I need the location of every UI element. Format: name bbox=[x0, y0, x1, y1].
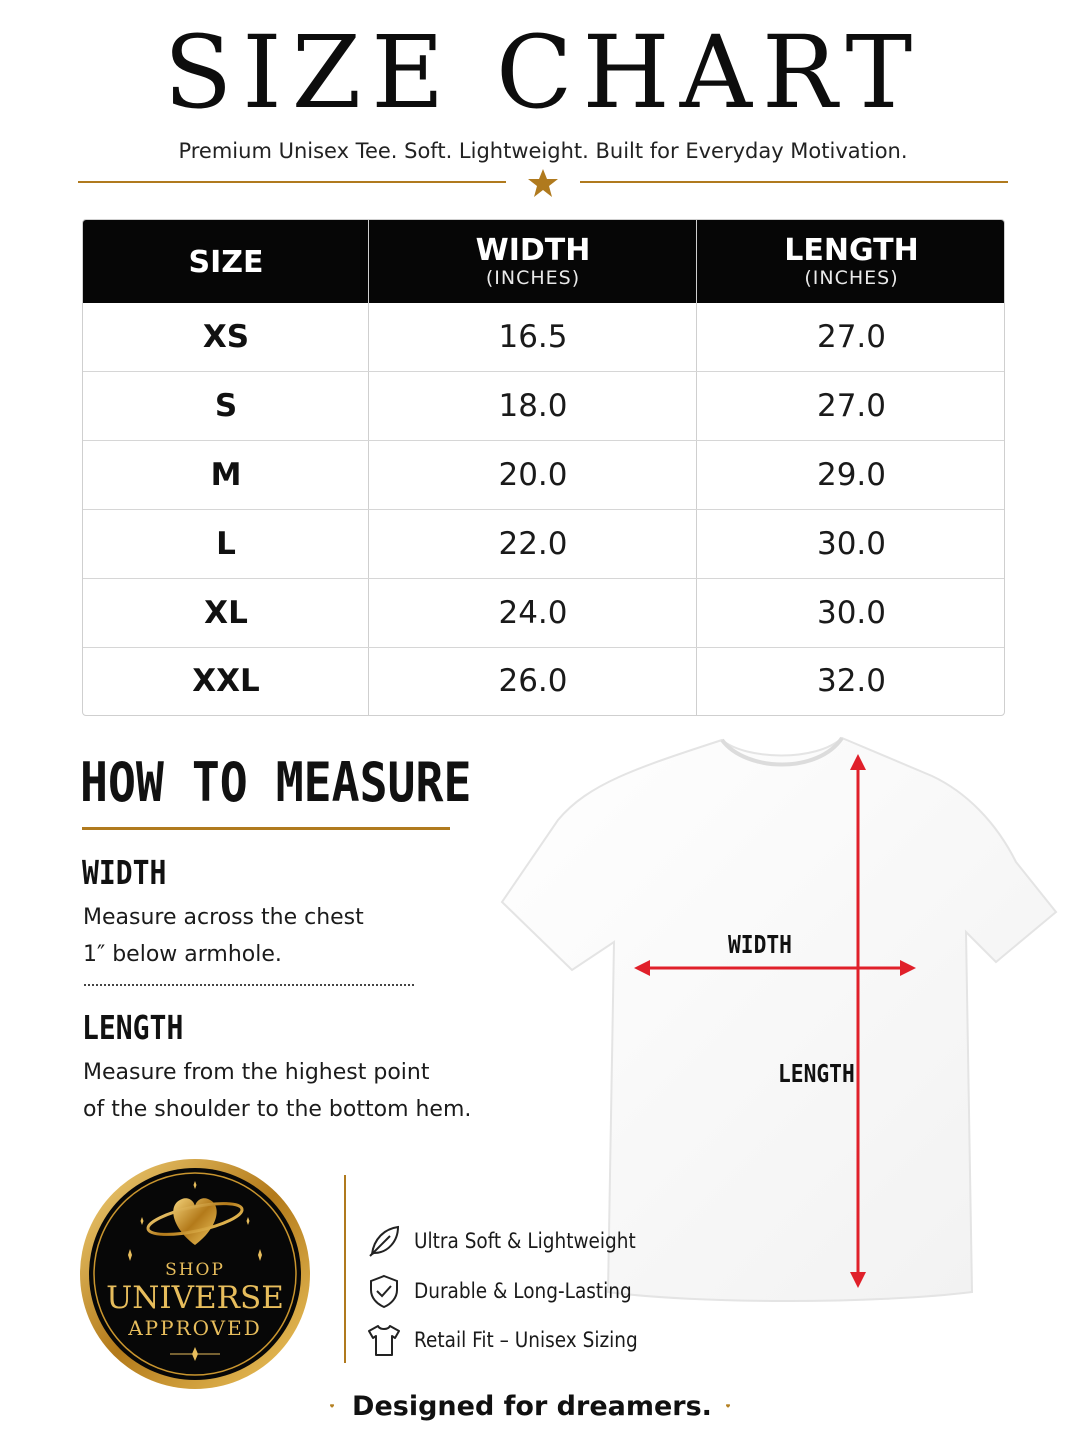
shield-check-icon bbox=[366, 1273, 402, 1309]
cell-size: XXL bbox=[192, 663, 260, 699]
cell-length: 30.0 bbox=[816, 526, 887, 562]
cell-size: XS bbox=[202, 319, 250, 355]
header-length bbox=[697, 220, 1005, 303]
table-row bbox=[83, 372, 1004, 441]
diagram-length-label: LENGTH bbox=[778, 1059, 855, 1088]
cell-width: 16.5 bbox=[498, 319, 568, 355]
leaf-icon bbox=[366, 1223, 402, 1259]
header-length-unit: (INCHES) bbox=[804, 267, 899, 289]
cell-length: 29.0 bbox=[816, 457, 887, 493]
table-row bbox=[83, 579, 1004, 648]
cell-size: S bbox=[214, 388, 238, 424]
length-heading: LENGTH bbox=[82, 1008, 184, 1047]
feature-item bbox=[366, 1221, 666, 1261]
star-icon bbox=[526, 166, 560, 200]
feature-item bbox=[366, 1271, 661, 1311]
page-subtitle: Premium Unisex Tee. Soft. Lightweight. Built for Everyday Motivation. bbox=[178, 139, 908, 163]
cell-length: 27.0 bbox=[816, 319, 887, 355]
page-title: SIZE CHART bbox=[163, 14, 923, 131]
cell-width: 24.0 bbox=[498, 595, 568, 631]
header-width bbox=[369, 220, 697, 303]
feature-label: Ultra Soft & Lightweight bbox=[414, 1229, 636, 1253]
svg-text:APPROVED: APPROVED bbox=[128, 1316, 262, 1340]
feature-item bbox=[366, 1320, 668, 1360]
width-heading: WIDTH bbox=[82, 853, 167, 892]
header-width-label: WIDTH bbox=[475, 233, 591, 268]
cell-length: 32.0 bbox=[816, 663, 887, 699]
width-instruction-line1: Measure across the chest bbox=[83, 905, 364, 930]
header-size bbox=[83, 220, 369, 303]
diagram-width-label: WIDTH bbox=[728, 930, 792, 959]
feature-label: Durable & Long-Lasting bbox=[414, 1279, 632, 1303]
length-instruction-line2: of the shoulder to the bottom hem. bbox=[83, 1097, 472, 1122]
section-underline bbox=[82, 827, 450, 830]
cell-size: L bbox=[216, 526, 236, 562]
heart-icon bbox=[726, 1392, 730, 1420]
cell-width: 22.0 bbox=[498, 526, 568, 562]
header-width-unit: (INCHES) bbox=[485, 267, 581, 289]
table-row bbox=[83, 441, 1004, 510]
header-size-label: SIZE bbox=[188, 245, 264, 280]
dotted-divider bbox=[84, 984, 414, 986]
how-to-measure-title: HOW TO MEASURE bbox=[80, 751, 472, 814]
shop-universe-approved-badge bbox=[78, 1157, 312, 1391]
width-instruction-line2: 1″ below armhole. bbox=[83, 942, 282, 967]
cell-size: M bbox=[210, 457, 242, 493]
svg-text:UNIVERSE: UNIVERSE bbox=[106, 1280, 284, 1316]
table-body bbox=[83, 303, 1004, 714]
cell-length: 27.0 bbox=[816, 388, 887, 424]
header-length-label: LENGTH bbox=[784, 233, 919, 268]
tshirt-icon bbox=[366, 1322, 402, 1358]
feature-label: Retail Fit – Unisex Sizing bbox=[414, 1328, 638, 1352]
feature-divider bbox=[344, 1175, 346, 1363]
footer-text: Designed for dreamers. bbox=[352, 1390, 712, 1422]
size-table bbox=[82, 219, 1005, 716]
table-row bbox=[83, 303, 1004, 372]
svg-text:SHOP: SHOP bbox=[165, 1260, 225, 1280]
table-row bbox=[83, 648, 1004, 714]
heart-icon bbox=[330, 1392, 334, 1420]
cell-width: 26.0 bbox=[498, 663, 568, 699]
divider-left bbox=[78, 181, 506, 183]
table-header bbox=[83, 220, 1004, 303]
divider-right bbox=[580, 181, 1008, 183]
cell-width: 18.0 bbox=[498, 388, 568, 424]
length-instruction-line1: Measure from the highest point bbox=[83, 1060, 430, 1085]
cell-length: 30.0 bbox=[816, 595, 887, 631]
footer-tagline bbox=[330, 1385, 730, 1427]
table-row bbox=[83, 510, 1004, 579]
cell-size: XL bbox=[204, 595, 248, 631]
cell-width: 20.0 bbox=[498, 457, 568, 493]
